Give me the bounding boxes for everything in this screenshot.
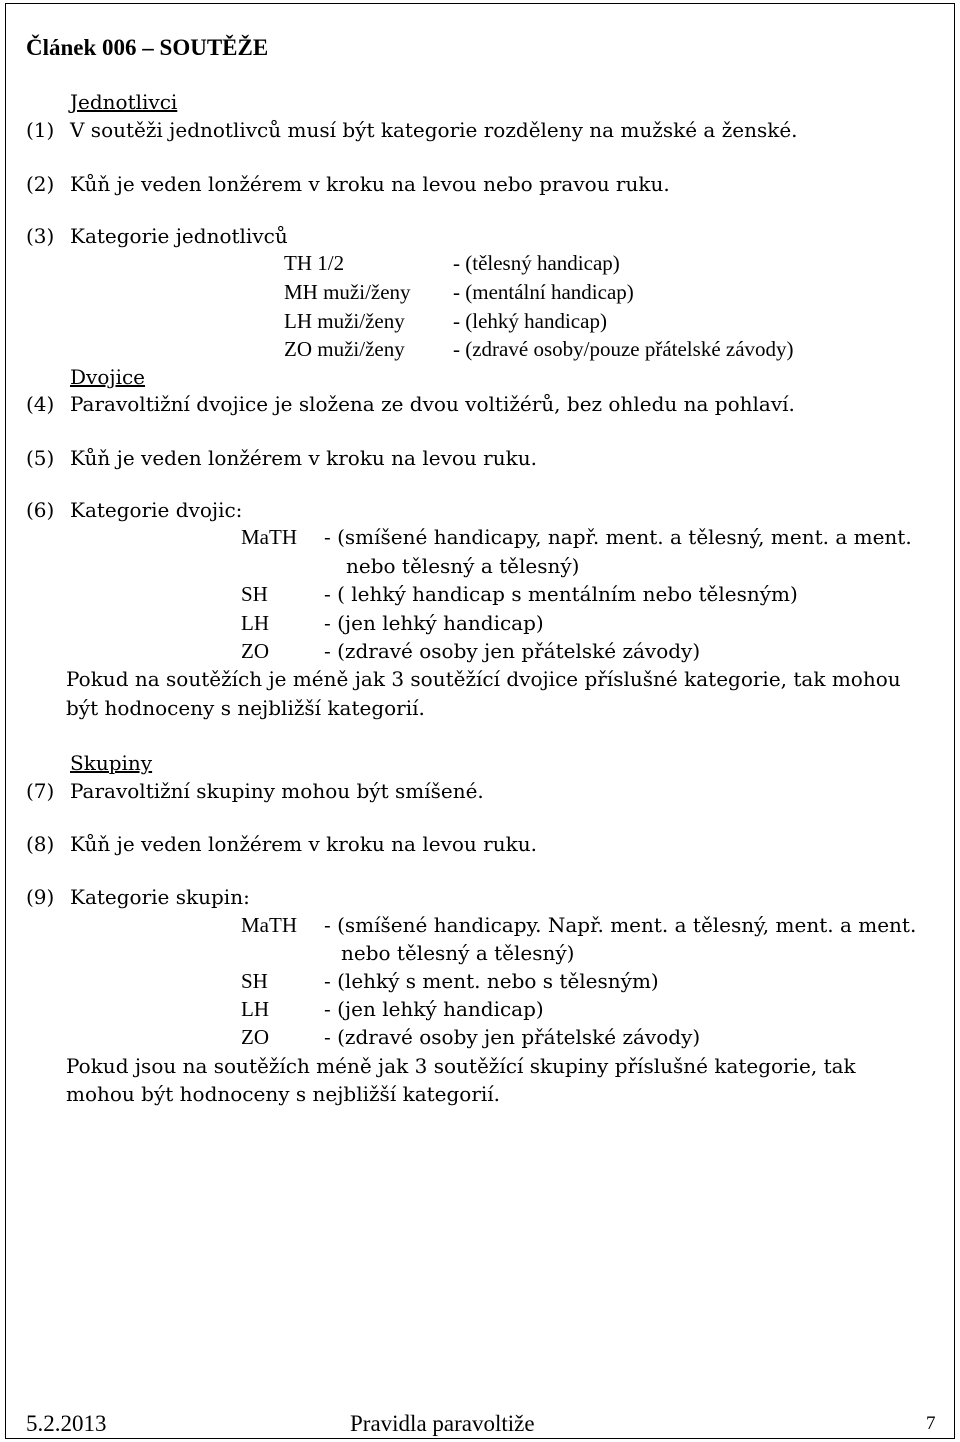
paragraph-text: Kůň je veden lonžérem v kroku na levou ruku. <box>70 446 537 470</box>
category-code: ZO muži/ženy <box>284 337 405 361</box>
paragraph-number: (1) <box>26 118 55 142</box>
category-code: ZO <box>241 1025 269 1049</box>
category-code: LH <box>241 997 269 1021</box>
section-heading-jednotlivci: Jednotlivci <box>70 90 178 114</box>
category-description: - (zdravé osoby jen přátelské závody) <box>324 1025 701 1049</box>
paragraph-text: Kategorie dvojic: <box>70 498 243 522</box>
note-text: Pokud jsou na soutěžích méně jak 3 soutěžící skupiny příslušné kategorie, tak <box>66 1054 856 1078</box>
category-code: ZO <box>241 639 269 663</box>
category-code: SH <box>241 582 268 606</box>
paragraph-text: Kategorie jednotlivců <box>70 224 288 248</box>
category-description: - (jen lehký handicap) <box>324 611 544 635</box>
category-description: - (lehký handicap) <box>453 309 607 333</box>
category-description: - (mentální handicap) <box>453 280 634 304</box>
note-text: Pokud na soutěžích je méně jak 3 soutěžící dvojice příslušné kategorie, tak mohou <box>66 667 901 691</box>
category-description: - (smíšené handicapy, např. ment. a tělesný, ment. a ment. <box>324 525 912 549</box>
category-description: nebo tělesný a tělesný) <box>346 554 580 578</box>
paragraph-number: (7) <box>26 779 55 803</box>
category-code: LH <box>241 611 269 635</box>
paragraph-text: Paravoltižní skupiny mohou být smíšené. <box>70 779 484 803</box>
paragraph-number: (6) <box>26 498 55 522</box>
footer-date: 5.2.2013 <box>26 1411 107 1436</box>
footer-page-number: 7 <box>926 1413 936 1434</box>
category-description: - (lehký s ment. nebo s tělesným) <box>324 969 659 993</box>
note-text: mohou být hodnoceny s nejbližší kategorií. <box>66 1082 501 1106</box>
paragraph-number: (8) <box>26 832 55 856</box>
paragraph-text: Paravoltižní dvojice je složena ze dvou voltižérů, bez ohledu na pohlaví. <box>70 392 795 416</box>
paragraph-text: V soutěži jednotlivců musí být kategorie rozděleny na mužské a ženské. <box>70 118 798 142</box>
category-description: nebo tělesný a tělesný) <box>341 941 575 965</box>
category-code: MaTH <box>241 913 297 937</box>
paragraph-number: (3) <box>26 224 55 248</box>
paragraph-text: Kůň je veden lonžérem v kroku na levou nebo pravou ruku. <box>70 172 670 196</box>
paragraph-number: (2) <box>26 172 55 196</box>
category-description: - (smíšené handicapy. Např. ment. a tělesný, ment. a ment. <box>324 913 917 937</box>
paragraph-number: (4) <box>26 392 55 416</box>
paragraph-text: Kůň je veden lonžérem v kroku na levou ruku. <box>70 832 537 856</box>
note-text: být hodnoceny s nejbližší kategorií. <box>66 696 425 720</box>
section-heading-skupiny: Skupiny <box>70 751 153 775</box>
paragraph-text: Kategorie skupin: <box>70 885 250 909</box>
paragraph-number: (5) <box>26 446 55 470</box>
category-code: TH 1/2 <box>284 251 345 275</box>
page-border <box>5 3 955 1439</box>
category-code: MaTH <box>241 525 297 549</box>
category-code: LH muži/ženy <box>284 309 405 333</box>
category-description: - (zdravé osoby jen přátelské závody) <box>324 639 701 663</box>
footer-title: Pravidla paravoltiže <box>350 1411 535 1436</box>
category-description: - (zdravé osoby/pouze přátelské závody) <box>453 337 794 361</box>
category-description: - (jen lehký handicap) <box>324 997 544 1021</box>
section-heading-dvojice: Dvojice <box>70 365 146 389</box>
category-description: - (tělesný handicap) <box>453 251 620 275</box>
category-description: - ( lehký handicap s mentálním nebo tělesným) <box>324 582 798 606</box>
article-title: Článek 006 – SOUTĚŽE <box>26 35 269 60</box>
category-code: MH muži/ženy <box>284 280 411 304</box>
paragraph-number: (9) <box>26 885 55 909</box>
category-code: SH <box>241 969 268 993</box>
